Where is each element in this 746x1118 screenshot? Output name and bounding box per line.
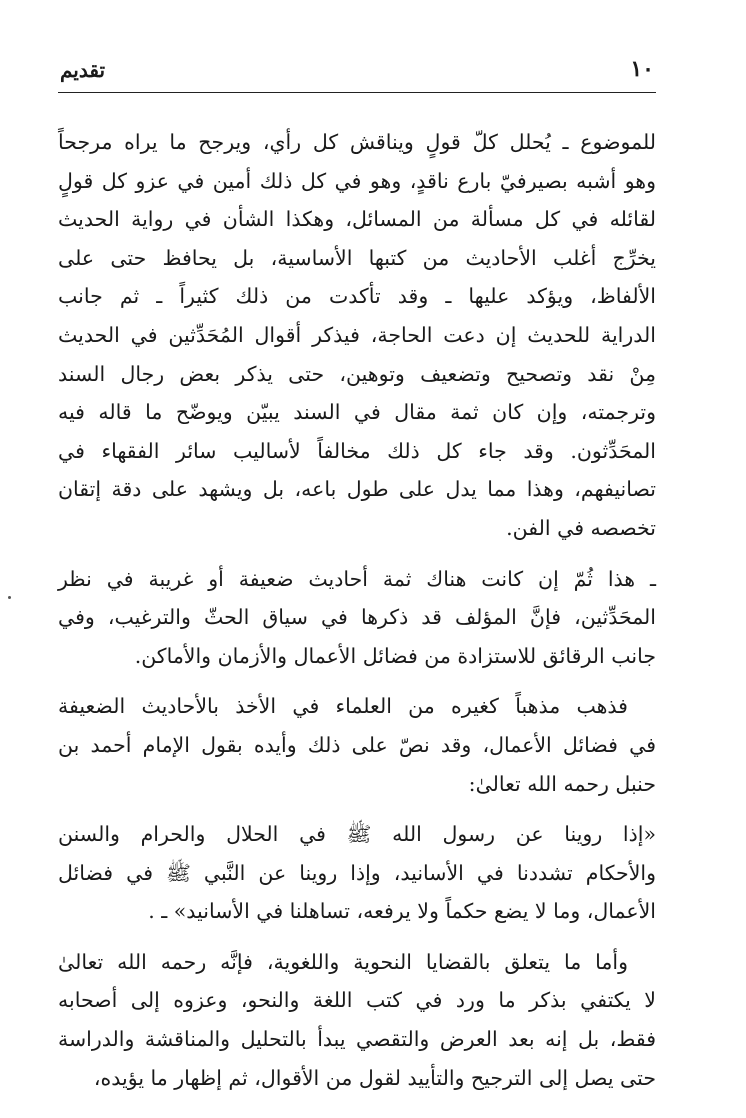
text-line: تخصصه في الفن. — [506, 515, 656, 540]
paragraph — [58, 687, 656, 803]
text-line: لقائله في كل مسألة من المسائل، وهكذا الشأن في رواية الحديث — [58, 207, 656, 232]
book-page — [58, 48, 656, 1088]
text-line: مِنْ نقد وتصحيح وتضعيف وتوهين، حتى يذكر بعض رجال السند — [58, 361, 656, 386]
paragraph — [58, 815, 656, 931]
text-line: في فضائل الأعمال، وقد نصّ على ذلك وأيده بقول الإمام أحمد بن — [58, 732, 656, 757]
text-line: الألفاظ، ويؤكد عليها ـ وقد تأكدت من ذلك كثيراً ـ ثم جانب — [58, 284, 656, 309]
text-line: الدراية للحديث إن دعت الحاجة، فيذكر أقوال المُحَدِّثين في الحديث — [58, 322, 656, 347]
text-line: فقط، بل إنه بعد العرض والتقصي يبدأ بالتحليل والمناقشة والدراسة — [58, 1027, 656, 1052]
text-line: المحَدِّثون. وقد جاء كل ذلك مخالفاً لأساليب سائر الفقهاء في — [58, 438, 656, 463]
text-line: يخرِّج أغلب الأحاديث من كتبها الأساسية، بل يحافظ حتى على — [58, 245, 656, 270]
body-text — [58, 123, 656, 1097]
text-line: تصانيفهم، وهذا مما يدل على طول باعه، بل ويشهد على دقة إتقان — [58, 477, 656, 502]
text-line: الأعمال، وما لا يضع حكماً ولا يرفعه، تساهلنا في الأسانيد» ـ . — [148, 899, 656, 924]
paragraph — [58, 943, 656, 1097]
text-line: جانب الرقائق للاستزادة من فضائل الأعمال والأزمان والأماكن. — [134, 643, 656, 668]
text-line: فذهب مذهباً كغيره من العلماء في الأخذ بالأحاديث الضعيفة — [58, 694, 628, 719]
text-line: وأما ما يتعلق بالقضايا النحوية واللغوية، فإنَّه رحمه الله تعالىٰ — [58, 949, 628, 974]
margin-dot — [8, 596, 11, 599]
text-line: للموضوع ـ يُحلل كلّ قولٍ ويناقش كل رأي، ويرجح ما يراه مرجحاً — [58, 130, 656, 154]
text-line: حتى يصل إلى الترجيح والتأييد لقول من الأقوال، ثم إظهار ما يؤيده، — [93, 1065, 656, 1090]
running-head: تقديم — [60, 58, 106, 82]
text-line: لا يكتفي بذكر ما ورد في كتب اللغة والنحو، وعزوه إلى أصحابه — [58, 988, 656, 1013]
text-line: حنبل رحمه الله تعالىٰ: — [468, 771, 656, 796]
paragraph — [58, 123, 656, 548]
page-number: ١٠ — [630, 56, 654, 82]
text-line: ـ هذا ثُمّ إن كانت هناك ثمة أحاديث ضعيفة أو غريبة في نظر — [58, 566, 656, 591]
text-line: المحَدِّثين، فإنَّ المؤلف قد ذكرها في سياق الحثّ والترغيب، وفي — [58, 605, 656, 630]
text-line: «إذا روينا عن رسول الله ﷺ في الحلال والحرام والسنن — [58, 822, 656, 847]
text-line: والأحكام تشددنا في الأسانيد، وإذا روينا عن النَّبي ﷺ في فضائل — [58, 860, 656, 885]
paragraph — [58, 560, 656, 676]
text-line: وهو أشبه بصيرفيّ بارع ناقدٍ، وهو في كل ذلك أمين في عزو كل قولٍ — [58, 168, 656, 193]
page-header — [58, 48, 656, 93]
text-line: وترجمته، وإن كان ثمة مقال في السند يبيّن ويوضّح ما قاله فيه — [58, 400, 656, 425]
